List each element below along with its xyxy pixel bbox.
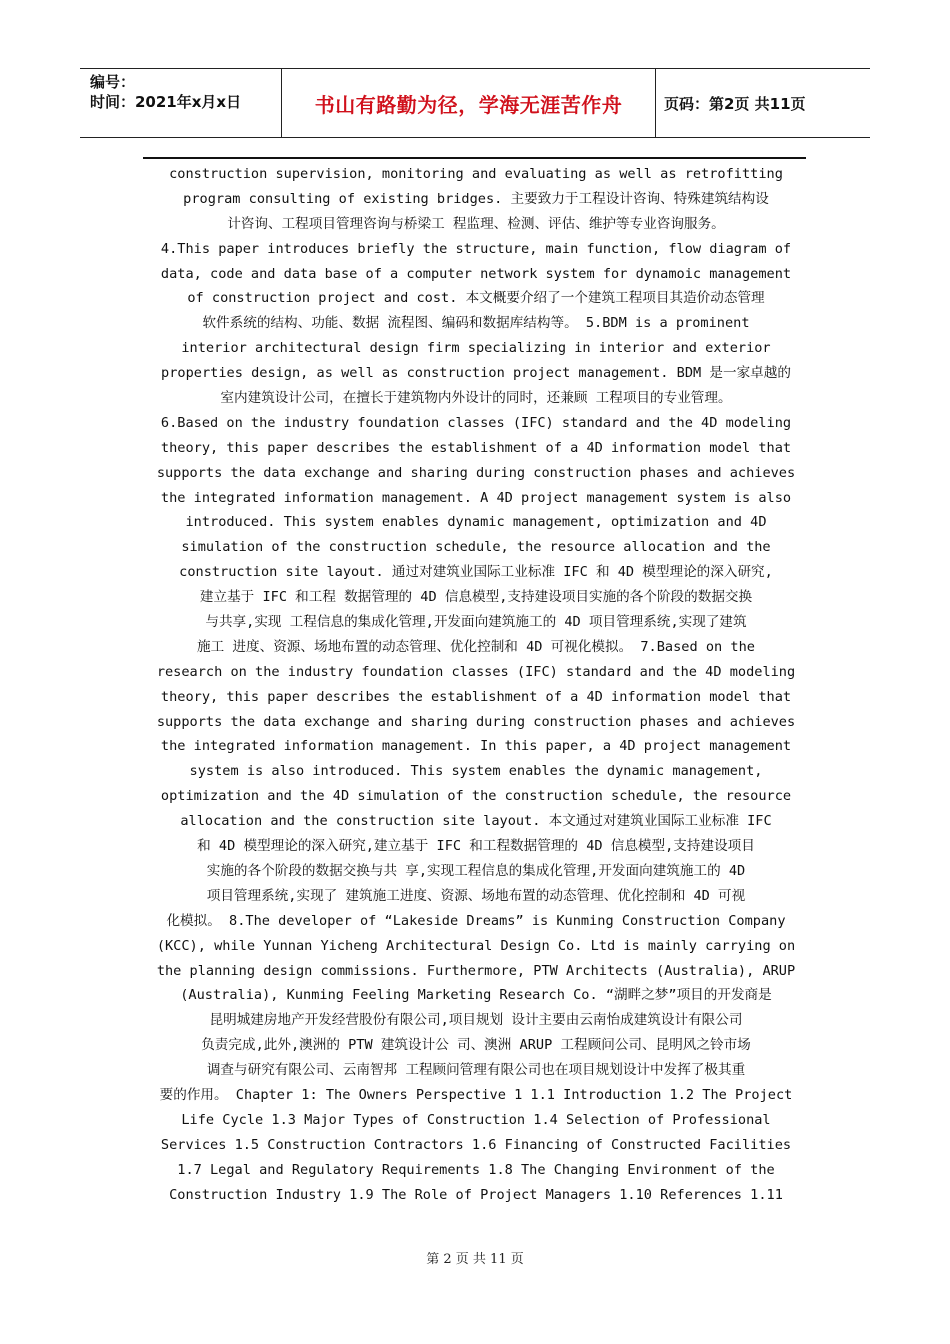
header-motto-cell (282, 69, 656, 137)
body-line: allocation and the construction site layout. 本文通过对建筑业国际工业标准 IFC (180, 813, 772, 830)
body-line: 化模拟。 8.The developer of “Lakeside Dreams” is Kunming Construction Company (166, 912, 786, 929)
body-line: 和 4D 模型理论的深入研究,建立基于 IFC 和工程数据管理的 4D 信息模型,支持建设项目 (197, 838, 755, 855)
body-line: the planning design commissions. Furthermore, PTW Architects (Australia), ARUP (156, 962, 796, 979)
body-line: supports the data exchange and sharing during construction phases and achieves (156, 464, 796, 481)
body-line: program consulting of existing bridges. 主要致力于工程设计咨询、特殊建筑结构设 (183, 190, 769, 207)
body-text (142, 162, 810, 1207)
body-line: (Australia), Kunming Feeling Marketing Research Co. “湖畔之梦”项目的开发商是 (180, 987, 772, 1004)
body-line: interior architectural design firm specializing in interior and exterior (181, 340, 771, 357)
body-line: 昆明城建房地产开发经营股份有限公司,项目规划 设计主要由云南怡成建筑设计有限公司 (209, 1012, 743, 1029)
body-line: Services 1.5 Construction Contractors 1.6 Financing of Constructed Facilities (160, 1136, 792, 1153)
body-line: 计咨询、工程项目管理咨询与桥梁工 程监理、检测、评估、维护等专业咨询服务。 (227, 215, 725, 232)
body-line: of construction project and cost. 本文概要介绍了一个建筑工程项目其造价动态管理 (187, 290, 765, 307)
body-line: the integrated information management. A 4D project management system is also (160, 489, 792, 506)
body-line: 调查与研究有限公司、云南智邦 工程顾问管理有限公司也在项目规划设计中发挥了极其重 (206, 1062, 746, 1079)
document-number-label: 编号： (90, 73, 136, 91)
document-date: 时间：2021年x月x日 (90, 93, 242, 111)
body-line: Life Cycle 1.3 Major Types of Construction 1.4 Selection of Professional (181, 1111, 771, 1128)
body-line: data, code and data base of a computer network system for dynamoic management (160, 265, 792, 282)
body-line: 建立基于 IFC 和工程 数据管理的 4D 信息模型,支持建设项目实施的各个阶段的数据交换 (199, 589, 753, 606)
body-line: 实施的各个阶段的数据交换与共 享,实现工程信息的集成化管理,开发面向建筑施工的 4D (206, 862, 746, 879)
body-line: 6.Based on the industry foundation classes (IFC) standard and the 4D modeling (160, 414, 792, 431)
header-meta-cell (80, 69, 282, 137)
body-line: construction site layout. 通过对建筑业国际工业标准 IFC 和 4D 模型理论的深入研究, (179, 564, 773, 581)
body-line: theory, this paper describes the establishment of a 4D information model that (160, 688, 792, 705)
body-line: properties design, as well as construction project management. BDM 是一家卓越的 (161, 365, 791, 382)
body-line: Construction Industry 1.9 The Role of Project Managers 1.10 References 1.11 (169, 1186, 783, 1203)
body-line: 施工 进度、资源、场地布置的动态管理、优化控制和 4D 可视化模拟。 7.Based on the (197, 638, 755, 655)
body-line: introduced. This system enables dynamic management, optimization and 4D (185, 514, 767, 531)
body-line: 与共享,实现 工程信息的集成化管理,开发面向建筑施工的 4D 项目管理系统,实现了建筑 (205, 614, 747, 631)
body-line: theory, this paper describes the establishment of a 4D information model that (160, 439, 792, 456)
body-line: 要的作用。 Chapter 1: The Owners Perspective 1 1.1 Introduction 1.2 The Project (159, 1086, 793, 1103)
body-line: 负责完成,此外,澳洲的 PTW 建筑设计公 司、澳洲 ARUP 工程顾问公司、昆明风之铃市场 (201, 1037, 751, 1054)
body-line: (KCC), while Yunnan Yicheng Architectural Design Co. Ltd is mainly carrying on (156, 937, 796, 954)
body-line: 软件系统的结构、功能、数据 流程图、编码和数据库结构等。 5.BDM is a prominent (202, 315, 750, 332)
body-line: 1.7 Legal and Regulatory Requirements 1.8 The Changing Environment of the (177, 1161, 775, 1178)
header-motto: 书山有路勤为径，学海无涯苦作舟 (314, 92, 623, 117)
body-line: 项目管理系统,实现了 建筑施工进度、资源、场地布置的动态管理、优化控制和 4D 可视 (206, 887, 746, 904)
page-footer: 第 2 页 共 11 页 (426, 1252, 524, 1267)
body-line: system is also introduced. This system enables the dynamic management, (189, 763, 763, 780)
body-line: construction supervision, monitoring and evaluating as well as retrofitting (169, 166, 783, 182)
body-line: simulation of the construction schedule, the resource allocation and the (181, 539, 771, 556)
body-line: supports the data exchange and sharing during construction phases and achieves (156, 713, 796, 730)
body-line: the integrated information management. In this paper, a 4D project management (160, 738, 792, 755)
page-header (80, 68, 870, 138)
body-line: 室内建筑设计公司，在擅长于建筑物内外设计的同时，还兼顾 工程项目的专业管理。 (220, 390, 732, 407)
body-line: 4.This paper introduces briefly the structure, main function, flow diagram of (160, 240, 792, 257)
body-line: optimization and the 4D simulation of the construction schedule, the resource (160, 788, 792, 805)
content-top-rule (143, 157, 806, 159)
body-line: research on the industry foundation classes (IFC) standard and the 4D modeling (156, 663, 796, 680)
header-page-cell (656, 69, 870, 137)
header-page-code: 页码：第2页 共11页 (664, 94, 806, 113)
